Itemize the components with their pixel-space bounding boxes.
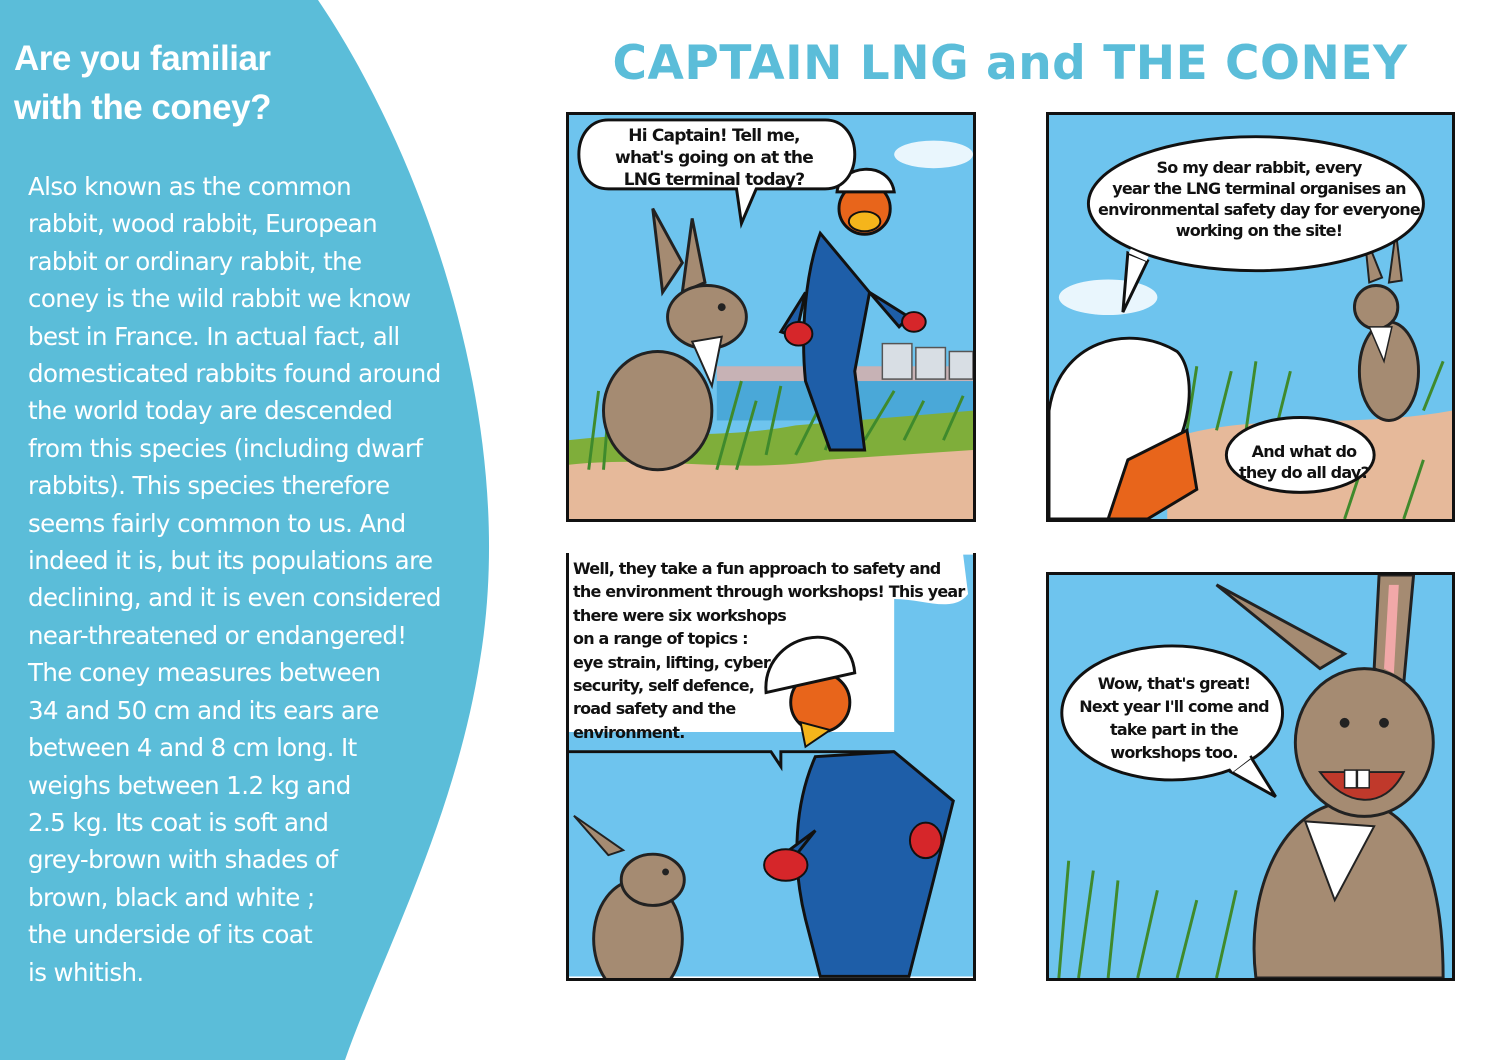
panel-4-scene [1049, 575, 1452, 978]
bubble-line: road safety and the [573, 699, 736, 719]
info-body-line: seems fairly common to us. And [28, 508, 406, 538]
comic-title: CAPTAIN LNG and THE CONEY [612, 36, 1408, 91]
bubble-line: there were six workshops [573, 605, 787, 625]
info-body-line: near-threatened or endangered! [28, 620, 407, 650]
bubble-line: environmental safety day for everyone [1098, 200, 1420, 219]
info-body-line: Also known as the common [28, 172, 352, 201]
info-body-line: rabbits). This species therefore [28, 471, 390, 501]
speech-bubble-text [1074, 672, 1274, 764]
speech-bubble-text [1234, 441, 1374, 483]
comic-panel-4 [1046, 572, 1455, 981]
info-body-line: rabbit or ordinary rabbit, the [28, 246, 362, 276]
speech-bubble-text [599, 125, 829, 191]
bubble-line: LNG terminal today? [623, 170, 805, 190]
bubble-line: the environment through workshops! This year [573, 582, 965, 602]
info-body-line: grey-brown with shades of [28, 845, 338, 875]
info-body-line: best in France. In actual fact, all [28, 321, 400, 351]
speech-bubble-text [1089, 157, 1429, 241]
comic-panel-3 [566, 553, 976, 981]
info-body-line: 2.5 kg. Its coat is soft and [28, 807, 329, 837]
bubble-line: working on the site! [1175, 221, 1343, 240]
bubble-line: they do all day? [1239, 463, 1369, 482]
bubble-line: workshops too. [1110, 743, 1238, 762]
info-body-line: from this species (including dwarf [28, 433, 423, 463]
info-body-line: domesticated rabbits found around [28, 359, 441, 389]
info-body-line: is whitish. [28, 957, 144, 987]
comic-panel-1 [566, 112, 976, 522]
bubble-line: And what do [1251, 442, 1357, 461]
info-body-line: coney is the wild rabbit we know [28, 284, 411, 314]
info-body-line: the world today are descended [28, 396, 393, 426]
bubble-line: take part in the [1110, 720, 1238, 739]
comic-panel-2 [1046, 112, 1455, 522]
bubble-line: year the LNG terminal organises an [1112, 179, 1406, 198]
bubble-line: Next year I'll come and [1079, 697, 1269, 716]
bubble-line: eye strain, lifting, cyber [573, 652, 770, 672]
info-title [14, 34, 354, 132]
info-body-line: rabbit, wood rabbit, European [28, 209, 378, 239]
info-body-line: declining, and it is even considered [28, 583, 441, 613]
info-body [28, 168, 488, 991]
info-title-line: Are you familiar [14, 39, 271, 78]
info-body-line: 34 and 50 cm and its ears are [28, 695, 379, 725]
bubble-line: Hi Captain! Tell me, [628, 126, 800, 146]
info-body-line: weighs between 1.2 kg and [28, 770, 351, 800]
bubble-line: Wow, that's great! [1097, 674, 1251, 693]
speech-bubble-text [573, 557, 973, 744]
info-body-line: The coney measures between [28, 658, 381, 688]
bubble-line: on a range of topics : [573, 629, 748, 649]
captain-lng-illustration [1049, 338, 1197, 519]
bubble-line: Well, they take a fun approach to safety and [573, 559, 941, 578]
info-body-line: between 4 and 8 cm long. It [28, 733, 357, 763]
bubble-line: So my dear rabbit, every [1156, 158, 1362, 177]
info-title-line: with the coney? [14, 88, 271, 127]
info-body-line: brown, black and white ; [28, 882, 315, 912]
bubble-line: what's going on at the [615, 148, 813, 168]
bubble-line: environment. [573, 722, 685, 742]
info-body-line: the underside of its coat [28, 920, 313, 950]
info-body-line: indeed it is, but its populations are [28, 546, 433, 576]
bubble-line: security, self defence, [573, 676, 755, 696]
